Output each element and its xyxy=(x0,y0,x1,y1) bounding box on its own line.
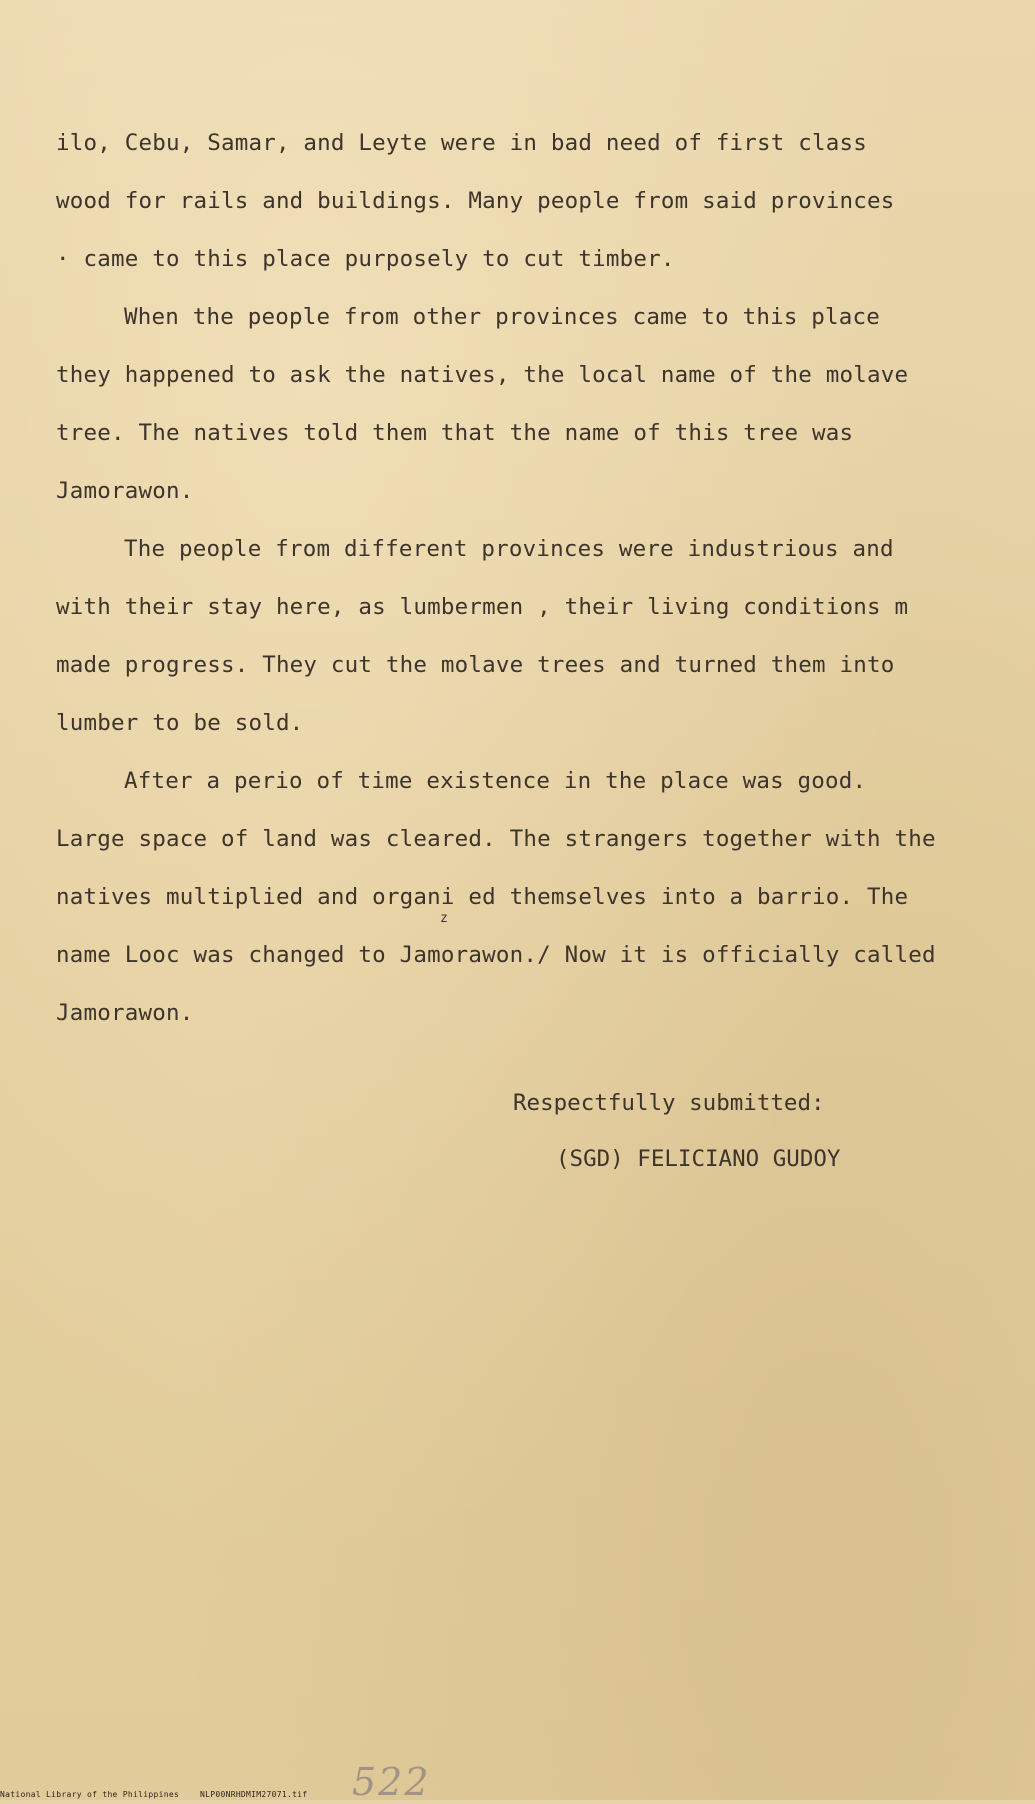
footer-file-name: NLP00NRHDMIM27071.tif xyxy=(200,1790,308,1799)
text-line: Jamorawon. xyxy=(56,478,194,504)
typed-insertion-mark: z xyxy=(440,911,448,926)
handwritten-page-number: 522 xyxy=(352,1760,431,1804)
footer-library-name: National Library of the Philippines xyxy=(0,1790,180,1799)
typed-body-text xyxy=(56,128,1006,1056)
signature-line: (SGD) FELICIANO GUDOY xyxy=(556,1146,841,1172)
text-line: name Looc was changed to Jamorawon./ Now it is officially called xyxy=(56,942,936,968)
text-line: The people from different provinces were industrious and xyxy=(124,536,894,562)
text-line: lumber to be sold. xyxy=(56,710,304,736)
text-line: made progress. They cut the molave trees and turned them into xyxy=(56,652,895,678)
closing-line: Respectfully submitted: xyxy=(513,1090,825,1116)
text-line: with their stay here, as lumbermen , their living conditions m xyxy=(56,594,909,620)
text-line: Jamorawon. xyxy=(56,1000,194,1026)
text-line: Large space of land was cleared. The strangers together with the xyxy=(56,826,936,852)
text-line: wood for rails and buildings. Many people from said provinces xyxy=(56,188,895,214)
text-line: · came to this place purposely to cut timber. xyxy=(56,246,675,272)
text-line: they happened to ask the natives, the local name of the molave xyxy=(56,362,909,388)
text-line: When the people from other provinces came to this place xyxy=(124,304,881,330)
text-line: After a perio of time existence in the place was good. xyxy=(124,768,867,794)
text-line: ilo, Cebu, Samar, and Leyte were in bad need of first class xyxy=(56,130,868,156)
text-line: natives multiplied and organi ed themselves into a barrio. The xyxy=(56,884,909,910)
text-line: tree. The natives told them that the name of this tree was xyxy=(56,420,854,446)
